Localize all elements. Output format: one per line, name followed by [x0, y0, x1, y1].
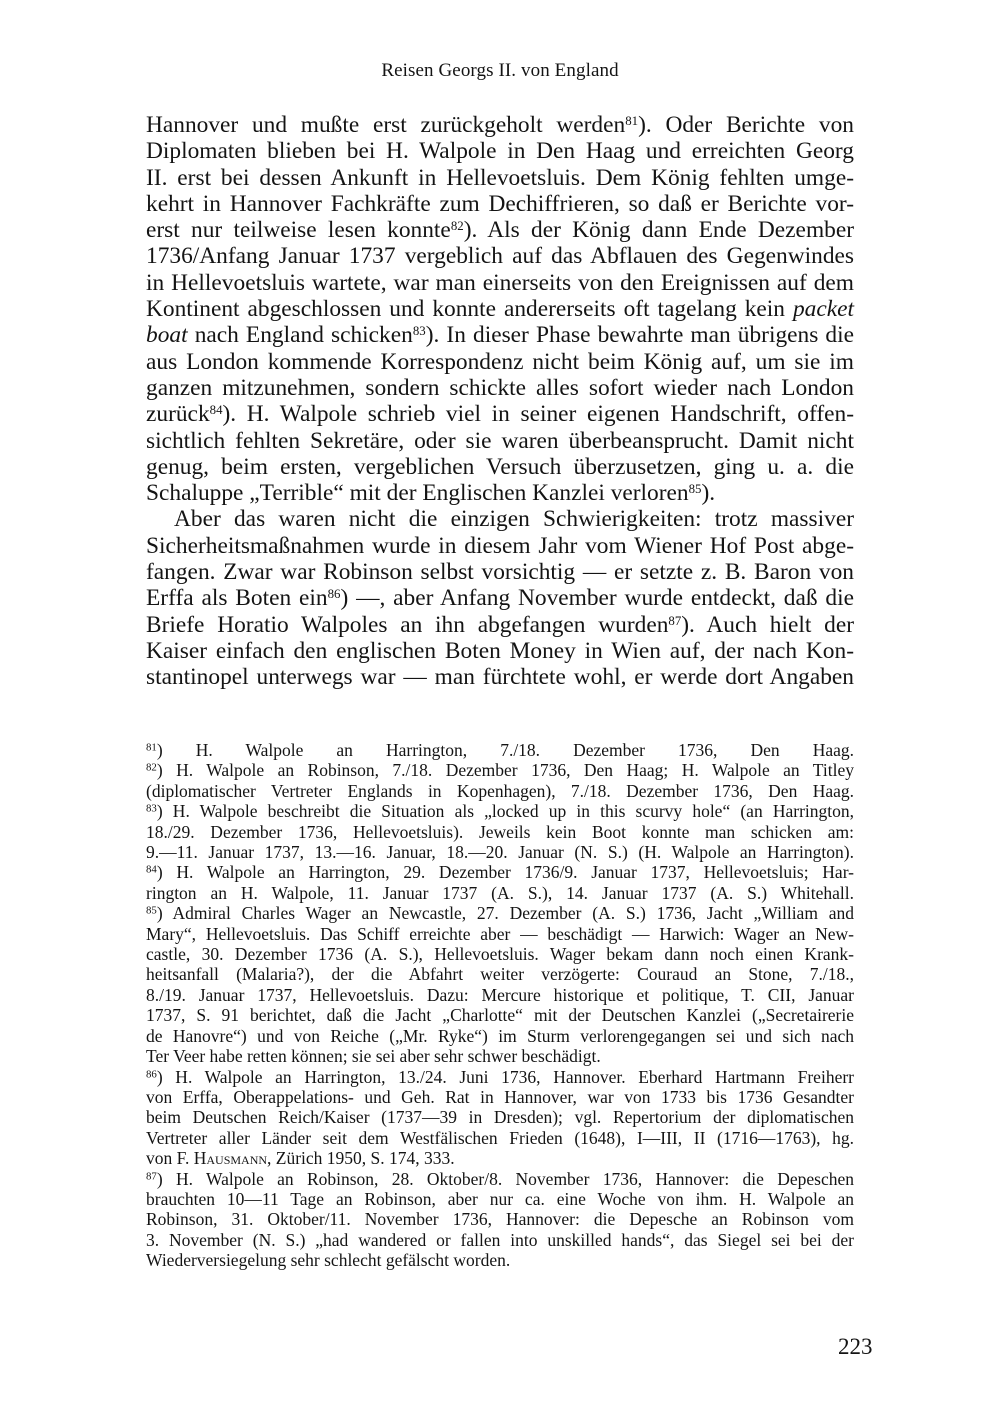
footnote-line: Robinson, 31. Oktober/11. November 1736, Hannover: die Depesche an Robinson vom — [146, 1209, 854, 1230]
footnotes — [146, 740, 854, 1271]
body-line: Erffa als Boten ein$^{86}$) —, aber Anfang November wurde entdeckt, daß die — [146, 585, 854, 612]
footnote-line: beim Deutschen Reich/Kaiser (1737—39 in Dresden); vgl. Repertorium der diplomatischen — [146, 1107, 854, 1128]
body-line: zurück$^{84}$). H. Walpole schrieb viel in seiner eigenen Handschrift, offen- — [146, 401, 854, 428]
footnote-number: 85 — [146, 904, 157, 917]
body-line: ganzen mitzunehmen, sondern schickte alles sofort wieder nach London — [146, 374, 854, 401]
author-name: Hausmann — [193, 1148, 268, 1169]
footnote-reference[interactable]: 81 — [625, 113, 639, 128]
body-line: Sicherheitsmaßnahmen wurde in diesem Jahr vom Wiener Hof Post abge- — [146, 532, 854, 559]
footnote-line: rington an H. Walpole, 11. Januar 1737 (A. S.), 14. Januar 1737 (A. S.) Whitehall. — [146, 882, 854, 903]
footnote-line: $^{86}$) H. Walpole an Harrington, 13./24. Juni 1736, Hannover. Eberhard Hartmann Freiherr — [146, 1066, 854, 1087]
footnote-reference[interactable]: 82 — [450, 219, 464, 234]
italic-term: packet — [792, 296, 854, 323]
footnote-line: $^{84}$) H. Walpole an Harrington, 29. Dezember 1736/9. Januar 1737, Hellevoetsluis; Har- — [146, 862, 854, 883]
footnote-line: Wiederversiegelung sehr schlecht gefälscht worden. — [146, 1250, 511, 1271]
italic-term: boat — [146, 322, 188, 349]
footnote-line: $^{81}$) H. Walpole an Harrington, 7./18. Dezember 1736, Den Haag. — [146, 740, 854, 760]
body-line: Schaluppe „Terrible“ mit der Englischen Kanzlei verloren$^{85}$). — [146, 480, 716, 507]
footnote-line: $^{82}$) H. Walpole an Robinson, 7./18. Dezember 1736, Den Haag; H. Walpole an Titley — [146, 760, 854, 781]
footnote-line: brauchten 10—11 Tage an Robinson, aber nur ca. eine Woche von ihm. H. Walpole an — [146, 1188, 854, 1209]
body-line: Briefe Horatio Walpoles an ihn abgefangen wurden$^{87}$). Auch hielt der — [146, 611, 854, 638]
footnote-reference[interactable]: 86 — [327, 587, 341, 602]
body-line: Diplomaten blieben bei H. Walpole in Den Haag und erreichten Georg — [146, 138, 854, 165]
footnote-line: castle, 30. Dezember 1736 (A. S.), Hellevoetsluis. Wager bekam dann noch einen Krank- — [146, 944, 854, 965]
footnote-number: 81 — [146, 741, 157, 754]
footnote-line: von Erffa, Oberappelations- und Geh. Rat in Hannover, war von 1733 bis 1736 Gesandter — [146, 1086, 854, 1107]
footnote-line: 8./19. Januar 1737, Hellevoetsluis. Dazu: Mercure historique et politique, T. CII, Januar — [146, 984, 854, 1005]
body-line: 1736/Anfang Januar 1737 vergeblich auf das Abflauen des Gegenwindes — [146, 243, 854, 270]
footnote-line: Vertreter aller Länder seit dem Westfälischen Frieden (1648), I—III, II (1716—1763), hg. — [146, 1127, 854, 1148]
body-line: Kontinent abgeschlossen und konnte andererseits oft tagelang kein packet — [146, 296, 854, 323]
footnote-line: Mary“, Hellevoetsluis. Das Schiff erreichte aber — beschädigt — Harwich: Wager an New- — [146, 923, 854, 944]
footnote-number: 83 — [146, 802, 157, 815]
body-line: aus London kommende Korrespondenz nicht beim König auf, um sie im — [146, 348, 854, 375]
footnote-reference[interactable]: 83 — [412, 324, 426, 339]
body-line: sichtlich fehlten Sekretäre, oder sie waren überbeansprucht. Damit nicht — [146, 427, 854, 454]
footnote-line: de Hanovre“) und von Reiche („Mr. Ryke“) im Sturm verlorengegangen sei und sich nach — [146, 1025, 854, 1046]
footnote-number: 87 — [146, 1170, 157, 1183]
body-line: Kaiser einfach den englischen Boten Money in Wien auf, der nach Kon- — [146, 637, 854, 664]
footnote-line: 18./29. Dezember 1736, Hellevoetsluis). Jeweils kein Boot konnte man schicken am: — [146, 821, 854, 842]
footnote-line: von F. Hausmann, Zürich 1950, S. 174, 333. — [146, 1148, 455, 1169]
footnote-line: $^{83}$) H. Walpole beschreibt die Situation als „locked up in this scurvy hole“ (an Harrington, — [146, 801, 854, 822]
main-text — [146, 112, 854, 691]
body-line: kehrt in Hannover Fachkräfte zum Dechiffrieren, so daß er Berichte vor- — [146, 190, 854, 217]
footnote-number: 86 — [146, 1068, 157, 1081]
footnote-reference[interactable]: 85 — [688, 482, 702, 497]
body-line: erst nur teilweise lesen konnte$^{82}$). Als der König dann Ende Dezember — [146, 217, 855, 244]
body-line: II. erst bei dessen Ankunft in Hellevoetsluis. Dem König fehlten umge- — [146, 164, 854, 191]
footnote-reference[interactable]: 84 — [209, 403, 223, 418]
page-number: 223 — [838, 1334, 873, 1359]
footnote-number: 84 — [146, 864, 157, 877]
footnote-line: heitsanfall (Malaria?), der die Abfahrt weiter verzögerte: Couraud an Stone, 7./18., — [146, 964, 854, 985]
footnote-line: Ter Veer habe retten können; sie sei aber sehr schwer beschädigt. — [146, 1046, 601, 1067]
running-head: Reisen Georgs II. von England — [381, 60, 619, 81]
footnote-number: 82 — [146, 761, 157, 774]
footnote-line: 1737, S. 91 berichtet, daß die Jacht „Charlotte“ mit der Deutschen Kanzlei („Secretairerie — [146, 1005, 854, 1026]
body-line: in Hellevoetsluis wartete, war man einerseits von den Ereignissen auf dem — [146, 269, 854, 296]
footnote-line: 3. November (N. S.) „had wandered or fallen into unskilled hands“, das Siegel sei bei der — [146, 1229, 854, 1250]
body-line: stantinopel unterwegs war — man fürchtete wohl, er werde dort Angaben — [146, 664, 854, 691]
body-line: fangen. Zwar war Robinson selbst vorsichtig — er setzte z. B. Baron von — [146, 559, 854, 586]
footnote-line: 9.—11. Januar 1737, 13.—16. Januar, 18.—20. Januar (N. S.) (H. Walpole an Harrington). — [146, 842, 854, 863]
footnote-line: (diplomatischer Vertreter Englands in Kopenhagen), 7./18. Dezember 1736, Den Haag. — [146, 780, 854, 801]
body-line: genug, beim ersten, vergeblichen Versuch überzusetzen, ging u. a. die — [146, 453, 854, 480]
footnote-reference[interactable]: 87 — [668, 613, 682, 628]
footnote-line: $^{87}$) H. Walpole an Robinson, 28. Oktober/8. November 1736, Hannover: die Depeschen — [146, 1168, 854, 1189]
body-line: boat nach England schicken$^{83}$). In dieser Phase bewahrte man übrigens die — [146, 322, 855, 349]
body-line: Aber das waren nicht die einzigen Schwierigkeiten: trotz massiver — [174, 506, 854, 533]
footnote-line: $^{85}$) Admiral Charles Wager an Newcastle, 27. Dezember (A. S.) 1736, Jacht „William and — [146, 903, 854, 924]
body-line: Hannover und mußte erst zurückgeholt werden$^{81}$). Oder Berichte von — [146, 112, 854, 138]
